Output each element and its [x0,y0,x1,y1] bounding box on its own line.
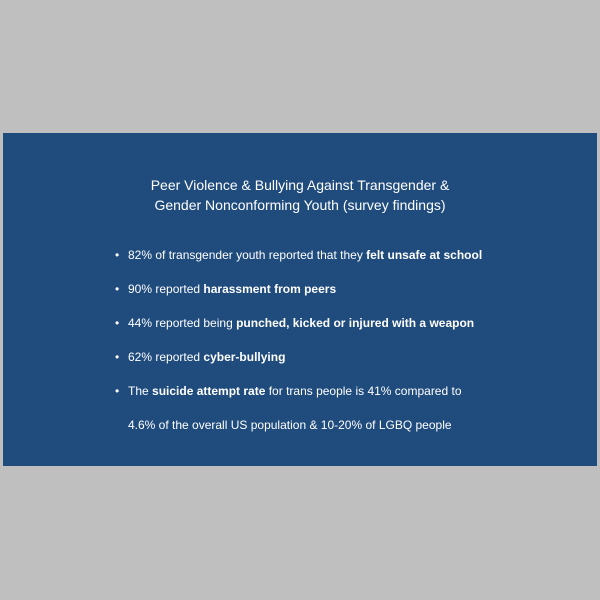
bullet-item [115,245,482,279]
bullet-dot-icon: • [115,282,120,296]
bullet-bold-text: harassment from peers [203,282,337,296]
bullet-item [115,381,482,435]
slide-title-line-2: Gender Nonconforming Youth (survey findings) [154,197,446,213]
bullet-text-continuation: 4.6% of the overall US population & 10-20% of LGBQ people [128,418,452,432]
slide-title [3,175,597,215]
bullet-text: 62% reported [128,350,204,364]
bullet-item [115,313,482,347]
bullet-item [115,279,482,313]
bullet-text: 44% reported being [128,316,237,330]
bullet-text: 90% reported [128,282,204,296]
slide-title-line-1: Peer Violence & Bullying Against Transgender & [150,177,450,193]
slide-panel [3,133,597,466]
bullet-item [115,347,482,381]
bullet-dot-icon: • [115,384,120,398]
bullet-dot-icon: • [115,316,120,330]
bullet-bold-text: suicide attempt rate [152,384,266,398]
bullet-text: 82% of transgender youth reported that they [128,248,367,262]
bullet-text-end: for trans people is 41% compared to [265,384,462,398]
bullet-dot-icon: • [115,248,120,262]
bullet-bold-text: punched, kicked or injured with a weapon [236,316,475,330]
bullet-bold-text: felt unsafe at school [366,248,483,262]
bullet-bold-text: cyber-bullying [203,350,286,364]
bullet-dot-icon: • [115,350,120,364]
bullet-text: The [128,384,153,398]
bullet-list [115,245,482,435]
